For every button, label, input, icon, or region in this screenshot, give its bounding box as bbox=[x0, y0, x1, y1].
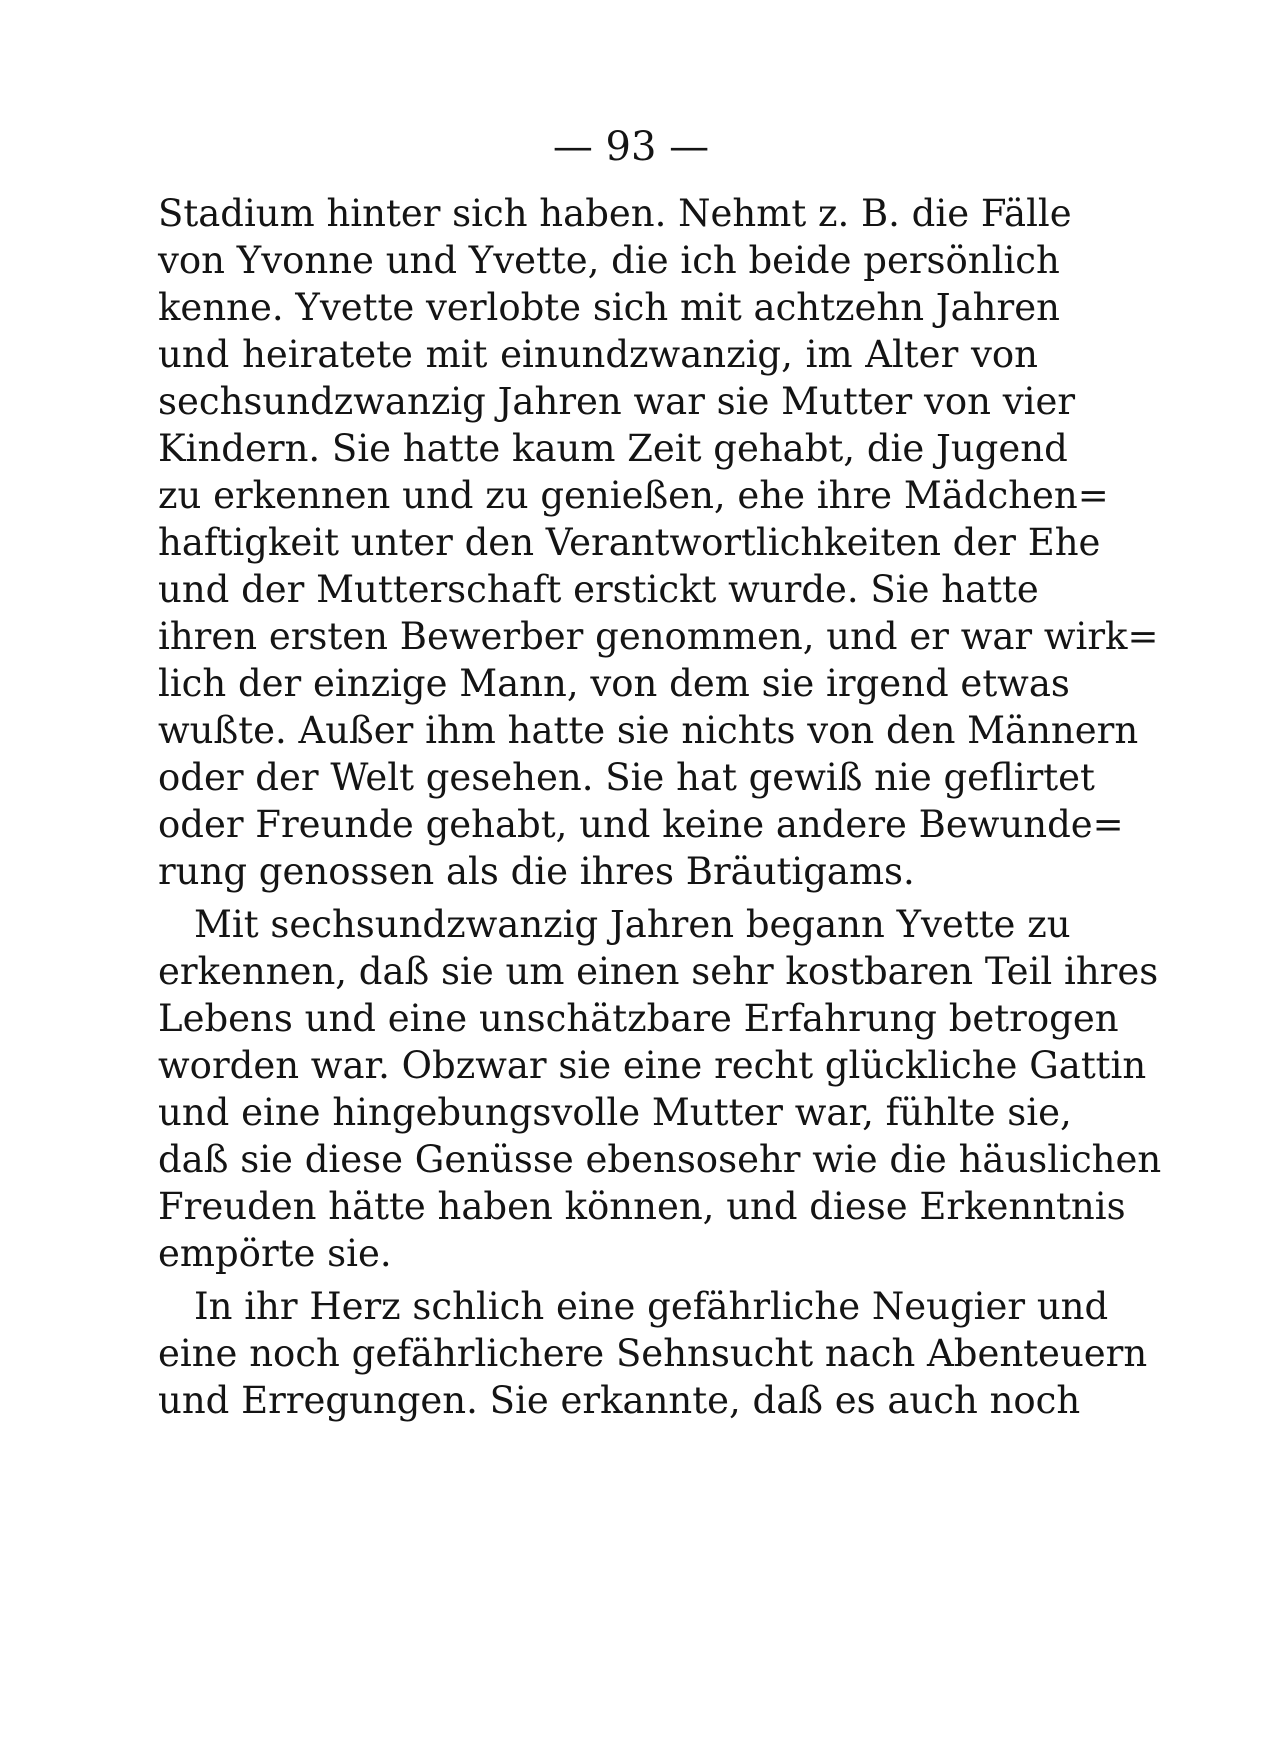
text-line: Kindern. Sie hatte kaum Zeit gehabt, die Jugend bbox=[158, 427, 1068, 470]
text-line: Mit sechsundzwanzig Jahren begann Yvette zu bbox=[194, 903, 1071, 946]
page-number: — 93 — bbox=[552, 124, 710, 170]
text-line: In ihr Herz schlich eine gefährliche Neugier und bbox=[194, 1285, 1109, 1328]
text-line: Freuden hätte haben können, und diese Erkenntnis bbox=[158, 1185, 1126, 1228]
text-line: haftigkeit unter den Verantwortlichkeiten der Ehe bbox=[158, 521, 1101, 564]
text-line: eine noch gefährlichere Sehnsucht nach Abenteuern bbox=[158, 1332, 1148, 1375]
text-line: sechsundzwanzig Jahren war sie Mutter von vier bbox=[158, 380, 1076, 423]
text-line: erkennen, daß sie um einen sehr kostbaren Teil ihres bbox=[158, 950, 1159, 993]
text-line: worden war. Obzwar sie eine recht glückliche Gattin bbox=[158, 1044, 1147, 1087]
text-line: und heiratete mit einundzwanzig, im Alter von bbox=[158, 333, 1038, 376]
text-line: ihren ersten Bewerber genommen, und er war wirk= bbox=[158, 615, 1159, 658]
text-line: zu erkennen und zu genießen, ehe ihre Mädchen= bbox=[158, 474, 1109, 517]
text-line: von Yvonne und Yvette, die ich beide persönlich bbox=[158, 239, 1060, 282]
text-line: kenne. Yvette verlobte sich mit achtzehn Jahren bbox=[158, 286, 1060, 329]
text-line: und eine hingebungsvolle Mutter war, fühlte sie, bbox=[158, 1091, 1072, 1134]
text-line: wußte. Außer ihm hatte sie nichts von den Männern bbox=[158, 709, 1139, 752]
text-line: Stadium hinter sich haben. Nehmt z. B. die Fälle bbox=[158, 192, 1072, 235]
text-line: oder der Welt gesehen. Sie hat gewiß nie geflirtet bbox=[158, 756, 1095, 799]
text-line: und Erregungen. Sie erkannte, daß es auch noch bbox=[158, 1379, 1081, 1422]
text-line: rung genossen als die ihres Bräutigams. bbox=[158, 850, 915, 893]
text-line: oder Freunde gehabt, und keine andere Bewunde= bbox=[158, 803, 1124, 846]
text-line: Lebens und eine unschätzbare Erfahrung betrogen bbox=[158, 997, 1119, 1040]
text-line: lich der einzige Mann, von dem sie irgend etwas bbox=[158, 662, 1070, 705]
text-line: und der Mutterschaft erstickt wurde. Sie hatte bbox=[158, 568, 1039, 611]
text-line: empörte sie. bbox=[158, 1232, 392, 1275]
text-line: daß sie diese Genüsse ebensosehr wie die häuslichen bbox=[158, 1138, 1162, 1181]
body-text bbox=[158, 0, 1162, 1763]
